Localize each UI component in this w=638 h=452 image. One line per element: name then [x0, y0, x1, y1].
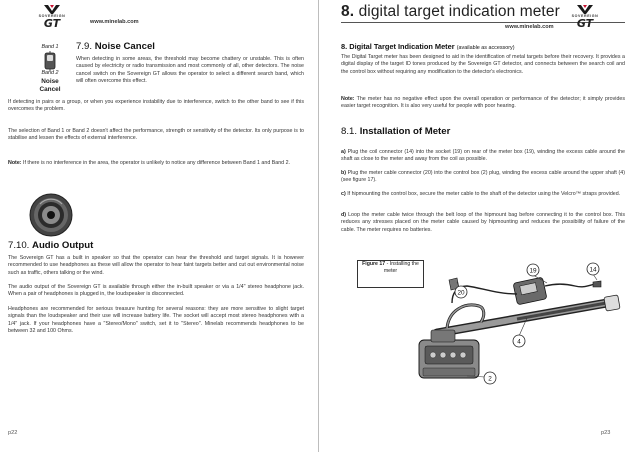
- section-heading-installation: [341, 126, 450, 137]
- minelab-logo: [568, 5, 602, 31]
- section-number: 7.10.: [8, 240, 30, 251]
- switch-caption-line1: Noise: [41, 78, 59, 85]
- website-link[interactable]: www.minelab.com: [90, 19, 139, 25]
- coil-cable: [545, 284, 595, 287]
- audio-output-para1: The Sovereign GT has a built in speaker so that the operator can hear the threshold and target signals. It is however recommended to use headphones as these will allow the operator to hear faint targets better and cut out environmental noise such as traffic, others talking or the wind.: [8, 255, 304, 276]
- page-number: p22: [8, 430, 18, 436]
- figure-caption-text: - Installing the meter: [383, 261, 419, 274]
- install-step-d: [341, 212, 625, 234]
- audio-output-para3: Headphones are recommended for serious treasure hunting for several reasons: they are more sensitive to slight target signals than the loudspeaker and their use will increase battery life. The socket will accept most stereo headphones with a 1/4" jack. If your headphones have a "Stereo/Mono" switch, set it to "Stereo". Minelab recommends headphones to be between 32 and 100 Ohms.: [8, 306, 304, 334]
- callout-label: 14: [589, 266, 597, 274]
- model-name: GT: [576, 17, 594, 30]
- section-title-suffix: (available as accessory): [456, 45, 515, 51]
- step-text: If hipmounting the control box, secure the meter cable to the shaft of the detector using the Velcro™ straps provided.: [345, 191, 621, 197]
- switch-label-band2: Band 2: [41, 70, 59, 76]
- figure-caption-label: Figure 17: [362, 261, 386, 267]
- step-text: Plug the meter cable connector (20) into the control box (2) plug, winding the excess cable around the upper shaft (4) (see figure 17).: [341, 170, 625, 184]
- coil-connector: [593, 281, 601, 287]
- section-title: Noise Cancel: [94, 41, 155, 52]
- note-text: If there is no interference in the area, the operator is unlikely to notice any difference between Band 1 and Band 2.: [21, 160, 290, 166]
- switch-label-band1: Band 1: [41, 44, 59, 50]
- noise-cancel-para1: When detecting in some areas, the threshold may become chattery or unstable. This is often caused by electricity or radio transmission and most commonly of all, other detectors. The noise cancel switch on the Sovereign GT allows the operator to select a different search band, which will often overcome this effect.: [76, 56, 304, 84]
- section-title: Digital Target Indication Meter: [349, 42, 455, 51]
- switch-caption: [34, 78, 66, 93]
- audio-output-para2: The audio output of the Sovereign GT is available through either the in-built speaker or via a 1/4" stereo headphone jack. When a pair of headphones is plugged in, the loudspeaker is disconnected.: [8, 284, 304, 298]
- note-label: Note:: [8, 160, 22, 166]
- callout-label: 19: [529, 267, 537, 275]
- meter-box: [513, 277, 547, 305]
- step-text: Plug the coil connector (14) into the socket (19) on rear of the meter box (19), winding the excess cable around the shaft as close to the meter and away from the coil as possible.: [341, 149, 625, 163]
- section-number: 7.9.: [76, 41, 93, 52]
- headphone-socket-icon: [28, 192, 74, 238]
- step-label: a): [341, 149, 346, 155]
- note-label: Note:: [341, 96, 355, 102]
- meter-para1: The Digital Target meter has been designed to aid in the identification of metal targets before their recovery. It provides a digital display of the target ID tones produced by the Sovereign GT detector, and connects between the search coil and the control box without requiring any modification to the detector's electronics.: [341, 54, 625, 75]
- install-step-a: [341, 149, 625, 164]
- chapter-title: [341, 3, 560, 21]
- note-text: The meter has no negative effect upon the overall operation or performance of the detector; it simply provides easier target recognition. It is also very useful for people with poor hearing.: [341, 96, 625, 110]
- step-label: c): [341, 191, 346, 197]
- callout-label: 4: [517, 338, 521, 346]
- section-heading-audio-output: [8, 240, 93, 251]
- control-box: [419, 330, 479, 378]
- model-name: GT: [43, 17, 61, 30]
- section-number: 8.1.: [341, 126, 358, 137]
- section-heading-noise-cancel: [76, 41, 155, 52]
- section-title: Audio Output: [32, 240, 94, 251]
- minelab-mark-icon: [44, 5, 60, 14]
- chapter-title-text: digital target indication meter: [358, 3, 560, 20]
- install-step-b: [341, 170, 625, 185]
- noise-cancel-para2: If detecting in pairs or a group, or when you experience instability due to interference, switch to the other band to see if this overcomes the problem.: [8, 99, 304, 113]
- step-text: Loop the meter cable twice through the belt loop of the hipmount bag before connecting it to the control box. This reduces any stresses placed on the meter cable caused by hipmounting and reduces the possibility of failure of the cable. The meter requires no batteries.: [341, 212, 625, 233]
- brand-name: SOVEREIGN: [38, 14, 66, 18]
- noise-cancel-note: [8, 160, 304, 167]
- figure-17-illustration: [397, 258, 627, 393]
- minelab-logo: [35, 5, 69, 31]
- page-number: p23: [601, 430, 611, 436]
- toggle-switch-icon: [42, 51, 58, 71]
- right-page: [319, 0, 638, 452]
- install-step-c: [341, 191, 625, 198]
- minelab-mark-icon: [577, 5, 593, 14]
- callout-label: 2: [488, 375, 492, 383]
- callout-label: 20: [457, 289, 465, 297]
- chapter-number: 8.: [341, 3, 355, 20]
- section-title: Installation of Meter: [359, 126, 451, 137]
- section-number: 8.: [341, 42, 348, 51]
- meter-note: [341, 96, 625, 111]
- website-link[interactable]: www.minelab.com: [505, 24, 554, 30]
- section-heading-meter: [341, 42, 515, 51]
- step-label: b): [341, 170, 346, 176]
- switch-caption-line2: Cancel: [39, 85, 61, 93]
- step-label: d): [341, 212, 346, 218]
- brand-name: SOVEREIGN: [571, 14, 599, 18]
- noise-cancel-para3: The selection of Band 1 or Band 2 doesn't affect the performance, strength or sensitivity of the detector. Its only purpose is to stabilise and lessen the effects of external interference.: [8, 128, 304, 142]
